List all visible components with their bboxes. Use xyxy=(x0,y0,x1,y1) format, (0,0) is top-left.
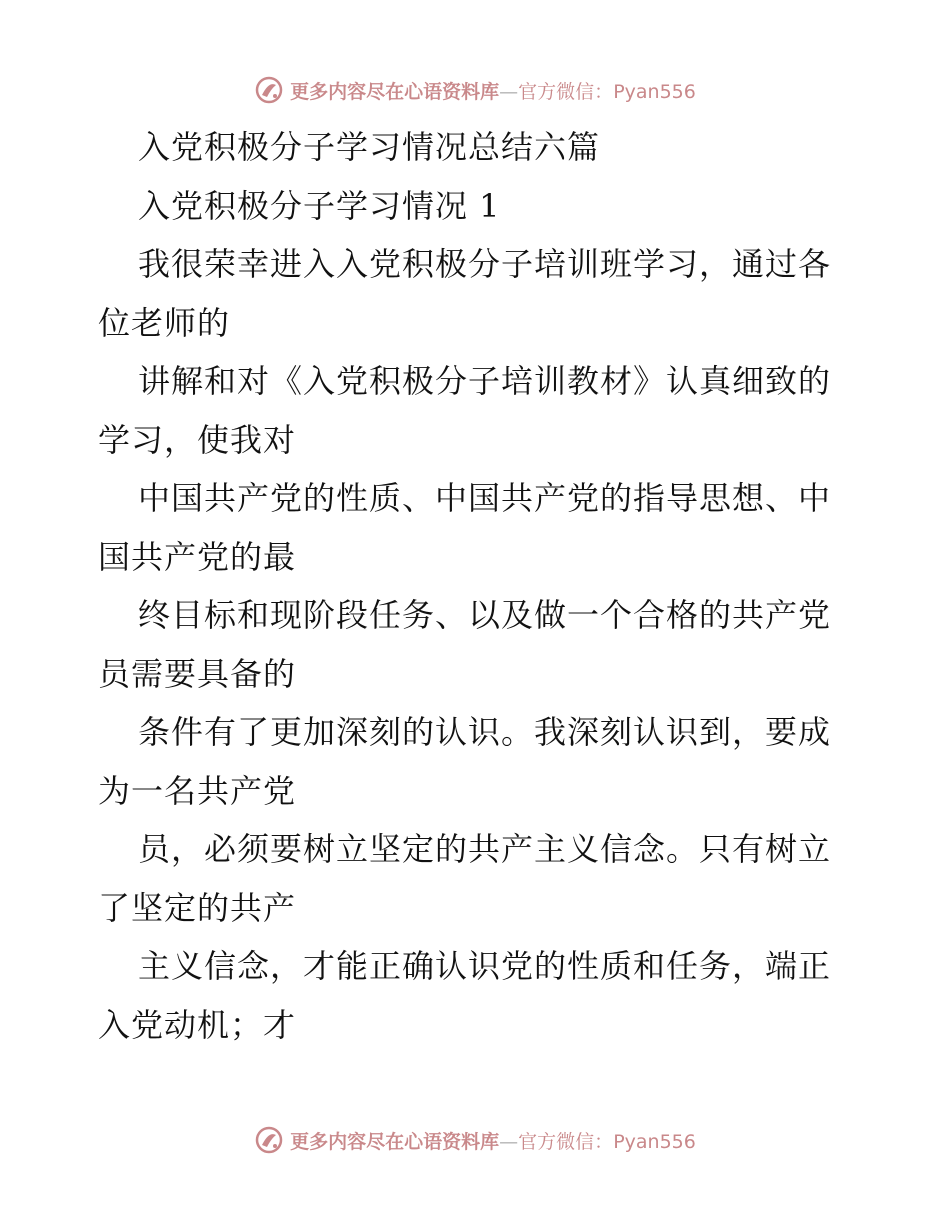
document-title: 入党积极分子学习情况总结六篇 xyxy=(138,128,601,166)
footer-wechat-id: Pyan556 xyxy=(613,1130,696,1153)
body-line: 员需要具备的 xyxy=(98,654,297,693)
body-line: 终目标和现阶段任务、以及做一个合格的共产党 xyxy=(138,596,832,634)
footer-official-label: 官方微信： xyxy=(518,1130,614,1153)
header-brand-text xyxy=(290,77,696,104)
body-line: 国共产党的最 xyxy=(98,537,297,576)
section-heading: 入党积极分子学习情况 1 xyxy=(138,186,501,225)
body-line: 中国共产党的性质、中国共产党的指导思想、中 xyxy=(138,479,832,517)
footer-brand-main: 更多内容尽在心语资料库 xyxy=(290,1130,500,1153)
footer-watermark xyxy=(0,1120,950,1160)
header-brand-main: 更多内容尽在心语资料库 xyxy=(290,80,500,103)
body-line: 了坚定的共产 xyxy=(98,888,297,927)
body-line: 学习，使我对 xyxy=(98,420,297,459)
body-line: 讲解和对《入党积极分子培训教材》认真细致的 xyxy=(138,362,832,400)
body-line: 位老师的 xyxy=(98,303,231,342)
body-line: 主义信念，才能正确认识党的性质和任务，端正 xyxy=(138,947,832,985)
body-line: 员，必须要树立坚定的共产主义信念。只有树立 xyxy=(138,830,832,868)
body-line: 我很荣幸进入入党积极分子培训班学习，通过各 xyxy=(138,245,832,283)
body-line: 入党动机；才 xyxy=(98,1005,297,1044)
document-body xyxy=(98,118,858,1054)
header-official-label: 官方微信： xyxy=(518,80,614,103)
header-watermark xyxy=(0,70,950,110)
body-line: 为一名共产党 xyxy=(98,771,297,810)
header-separator: — xyxy=(499,80,519,103)
footer-separator: — xyxy=(499,1130,519,1153)
header-wechat-id: Pyan556 xyxy=(613,80,696,103)
footer-brand-text xyxy=(290,1127,696,1154)
brand-logo-icon xyxy=(254,1125,284,1155)
body-line: 条件有了更加深刻的认识。我深刻认识到，要成 xyxy=(138,713,832,751)
brand-logo-icon xyxy=(254,75,284,105)
